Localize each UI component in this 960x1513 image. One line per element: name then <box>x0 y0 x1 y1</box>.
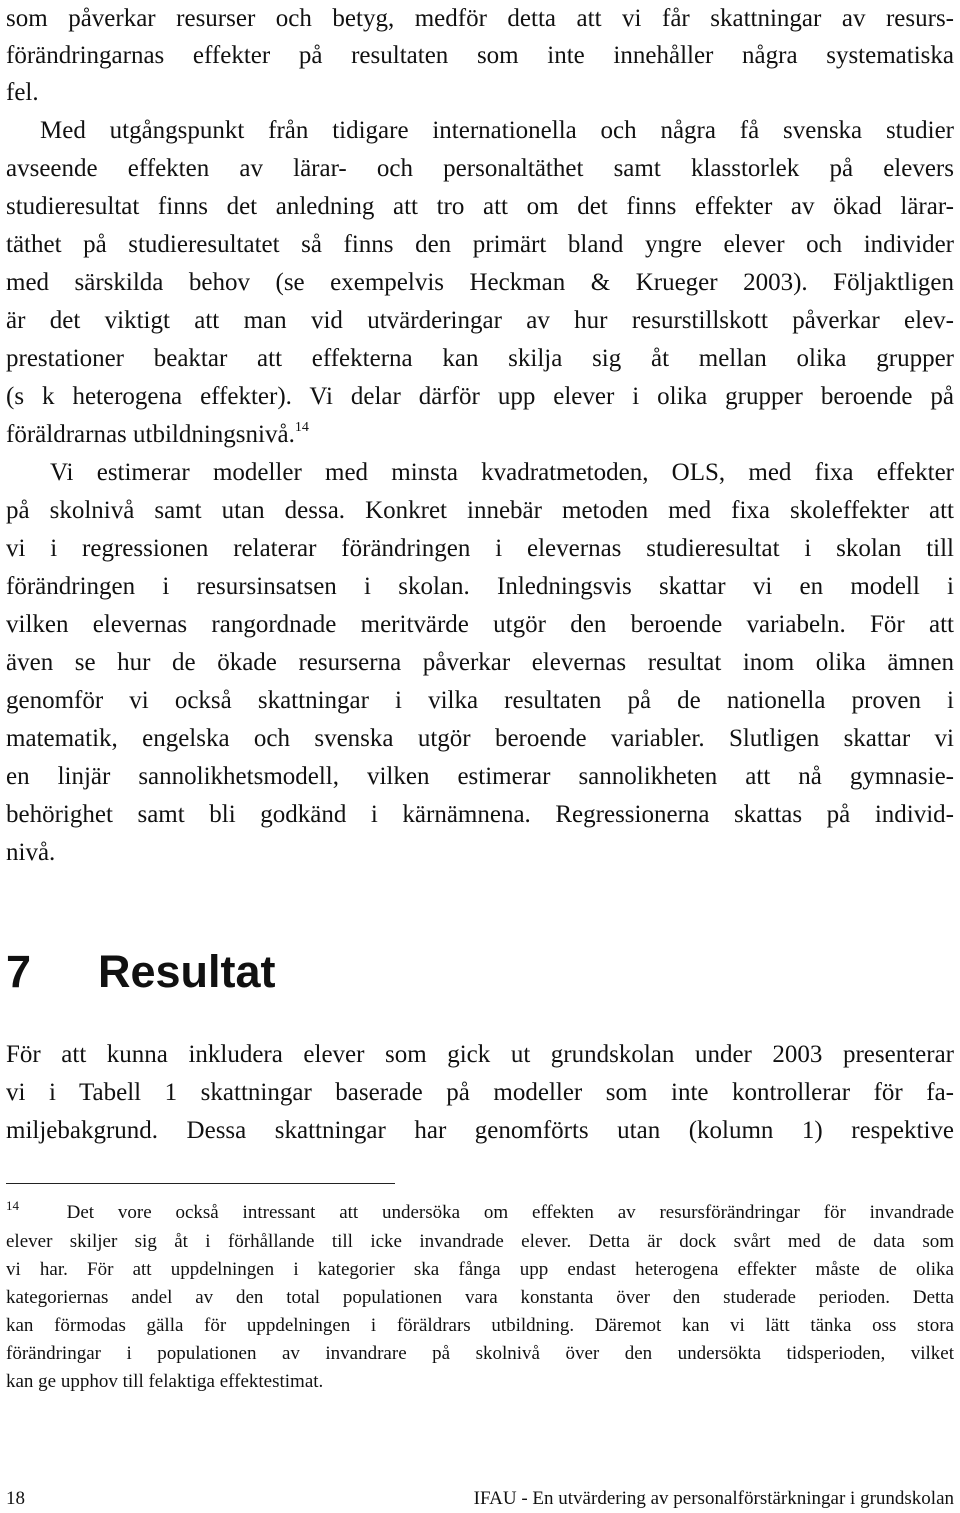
running-title: IFAU - En utvärdering av personalförstärkningar i grundskolan <box>473 1488 954 1509</box>
body-line: genomför vi också skattningar i vilka resultaten på de nationella proven i <box>6 687 954 714</box>
body-line: vi i regressionen relaterar förändringen i elevernas studieresultat i skolan till <box>6 535 954 562</box>
body-line: med särskilda behov (se exempelvis Heckman & Krueger 2003). Följaktligen <box>6 269 954 296</box>
body-line: (s k heterogena effekter). Vi delar därför upp elever i olika grupper beroende på <box>6 383 954 410</box>
body-line: studieresultat finns det anledning att tro att om det finns effekter av ökad lärar- <box>6 193 954 220</box>
body-line: prestationer beaktar att effekterna kan skilja sig åt mellan olika grupper <box>6 345 954 372</box>
body-line: avseende effekten av lärar- och personaltäthet samt klasstorlek på elevers <box>6 155 954 182</box>
body-line: även se hur de ökade resurserna påverkar elevernas resultat inom olika ämnen <box>6 649 954 676</box>
section-title: Resultat <box>98 946 276 997</box>
body-line: vilken elevernas rangordnade meritvärde utgör den beroende variabeln. För att <box>6 611 954 638</box>
page-number: 18 <box>6 1488 25 1509</box>
section-line: miljebakgrund. Dessa skattningar har genomförts utan (kolumn 1) respektive <box>6 1117 954 1144</box>
footnote-reference[interactable]: 14 <box>294 420 309 435</box>
footnote-line <box>6 1199 954 1227</box>
section-number: 7 <box>6 946 32 997</box>
body-line: behörighet samt bli godkänd i kärnämnena. Regressionerna skattas på individ- <box>6 801 954 828</box>
section-heading <box>6 942 276 1002</box>
body-line: en linjär sannolikhetsmodell, vilken estimerar sannolikheten att nå gymnasie- <box>6 763 954 790</box>
footnote-line: kan förmodas gälla för uppdelningen i föräldrars utbildning. Däremot kan vi lätt tänka oss stora <box>6 1315 954 1336</box>
section-line: För att kunna inkludera elever som gick ut grundskolan under 2003 presenterar <box>6 1041 954 1068</box>
footnote-marker: 14 <box>6 1198 19 1213</box>
footnote-separator <box>6 1183 395 1184</box>
body-line: täthet på studieresultatet så finns den primärt bland yngre elever och individer <box>6 231 954 258</box>
body-line: förändringen i resursinsatsen i skolan. Inledningsvis skattar vi en modell i <box>6 573 954 600</box>
body-line-text: föräldrarnas utbildningsnivå. <box>6 421 295 448</box>
section-line: vi i Tabell 1 skattningar baserade på modeller som inte kontrollerar för fa- <box>6 1079 954 1106</box>
body-line: som påverkar resurser och betyg, medför detta att vi får skattningar av resurs- <box>6 5 954 32</box>
footnote-line: vi har. För att uppdelningen i kategorier ska fånga upp endast heterogena effekter måste de olika <box>6 1259 954 1280</box>
body-line: är det viktigt att man vid utvärderingar av hur resurstillskott påverkar elev- <box>6 307 954 334</box>
footnote-line: elever skiljer sig åt i förhållande till icke invandrade elever. Detta är dock svårt med de data som <box>6 1231 954 1252</box>
body-line: Vi estimerar modeller med minsta kvadratmetoden, OLS, med fixa effekter <box>50 459 954 486</box>
footnote-line: förändringar i populationen av invandrare på skolnivå över den undersökta tidsperioden, vilket <box>6 1343 954 1364</box>
body-line <box>6 420 954 450</box>
body-line: nivå. <box>6 839 56 866</box>
body-line: fel. <box>6 79 39 106</box>
body-line: förändringarnas effekter på resultaten som inte innehåller några systematiska <box>6 42 954 69</box>
footnote-line: kategoriernas andel av den total populationen vara konstanta över den studerade perioden. Detta <box>6 1287 954 1308</box>
body-line: på skolnivå samt utan dessa. Konkret innebär metoden med fixa skoleffekter att <box>6 497 954 524</box>
body-line: Med utgångspunkt från tidigare internationella och några få svenska studier <box>40 117 954 144</box>
body-line: matematik, engelska och svenska utgör beroende variabler. Slutligen skattar vi <box>6 725 954 752</box>
footnote-line-text: Det vore också intressant att undersöka om effekten av resursförändringar för invandrade <box>66 1202 954 1223</box>
footnote-line: kan ge upphov till felaktiga effektestimat. <box>6 1371 324 1392</box>
